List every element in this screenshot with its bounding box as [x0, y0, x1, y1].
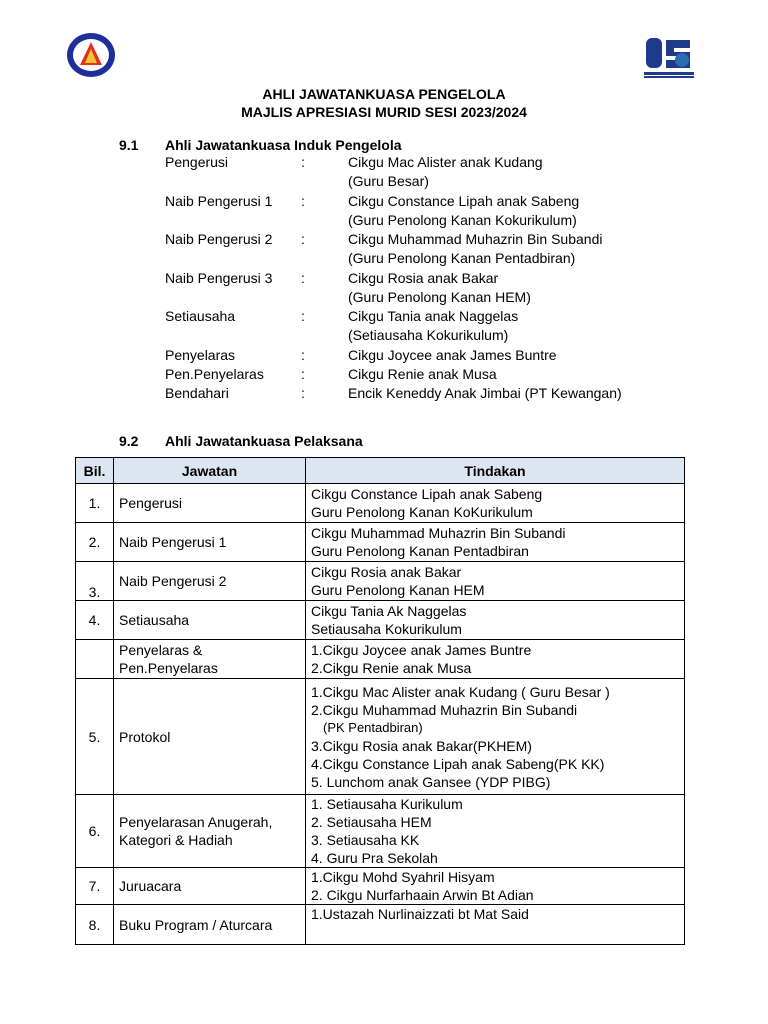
jawatan-line: Pen.Penyelaras [119, 660, 218, 676]
cell-tindakan [306, 484, 685, 523]
member-name: Cikgu Renie anak Musa [348, 366, 497, 382]
cell-bil: 3. [76, 562, 114, 601]
header-tindakan: Tindakan [306, 458, 685, 484]
tindakan-line: 5. Lunchom anak Gansee (YDP PIBG) [311, 773, 551, 790]
tindakan-line: (PK Pentadbiran) [323, 719, 423, 735]
cell-jawatan [114, 868, 306, 905]
cell-tindakan [306, 868, 685, 905]
member-name: Cikgu Constance Lipah anak Sabeng [348, 193, 580, 209]
role-label: Naib Pengerusi 3 [165, 270, 273, 286]
table-row [76, 601, 685, 640]
table-row [76, 640, 685, 679]
cell-tindakan [306, 523, 685, 562]
member-name: (Guru Besar) [348, 173, 429, 189]
cell-bil: 2. [76, 523, 114, 562]
cell-jawatan [114, 640, 306, 679]
table-row [76, 905, 685, 945]
section-title: Ahli Jawatankuasa Induk Pengelola [165, 137, 402, 153]
role-label: Setiausaha [165, 308, 236, 324]
document-title: AHLI JAWATANKUASA PENGELOLA [262, 86, 506, 102]
section-heading-9-2 [119, 433, 363, 449]
table-row [76, 523, 685, 562]
tindakan-line: 2.Cikgu Renie anak Musa [311, 660, 472, 676]
colon-separator: : [301, 347, 305, 363]
jawatan-line: Naib Pengerusi 1 [119, 534, 227, 550]
jawatan-line: Kategori & Hadiah [119, 832, 233, 848]
document-subtitle: MAJLIS APRESIASI MURID SESI 2023/2024 [241, 104, 527, 120]
cell-jawatan [114, 523, 306, 562]
table-row [76, 679, 685, 795]
cell-tindakan [306, 601, 685, 640]
colon-separator: : [301, 366, 305, 382]
tindakan-line: Cikgu Tania Ak Naggelas [311, 603, 467, 619]
tindakan-line: 1. Setiausaha Kurikulum [311, 796, 463, 812]
cell-tindakan [306, 562, 685, 601]
colon-separator: : [301, 231, 305, 247]
role-label: Penyelaras [165, 347, 236, 363]
header-jawatan: Jawatan [114, 458, 306, 484]
tindakan-line: 2.Cikgu Muhammad Muhazrin Bin Subandi [311, 701, 578, 718]
cell-bil: 6. [76, 795, 114, 868]
tindakan-line: 2. Setiausaha HEM [311, 814, 432, 830]
section-number: 9.2 [119, 433, 139, 449]
member-name: Encik Keneddy Anak Jimbai (PT Kewangan) [348, 385, 622, 401]
25-year-anniversary-logo-icon [644, 34, 694, 80]
member-name: Cikgu Tania anak Naggelas [348, 308, 519, 324]
cell-bil: 7. [76, 868, 114, 905]
section-number: 9.1 [119, 137, 139, 153]
table-row [76, 484, 685, 523]
member-name: Cikgu Mac Alister anak Kudang [348, 154, 543, 170]
table-row [76, 562, 685, 601]
cell-bil: 8. [76, 905, 114, 945]
tindakan-line: Cikgu Muhammad Muhazrin Bin Subandi [311, 525, 566, 541]
cell-bil: 5. [76, 679, 114, 795]
tindakan-line: 4. Guru Pra Sekolah [311, 850, 438, 866]
cell-tindakan [306, 679, 685, 795]
cell-tindakan [306, 640, 685, 679]
cell-jawatan [114, 484, 306, 523]
cell-jawatan [114, 795, 306, 868]
tindakan-line: 3.Cikgu Rosia anak Bakar(PKHEM) [311, 737, 532, 754]
tindakan-line: Cikgu Rosia anak Bakar [311, 564, 462, 580]
jawatan-line: Penyelaras & [119, 642, 203, 658]
colon-separator: : [301, 154, 305, 170]
header-bil: Bil. [76, 458, 114, 484]
tindakan-line: Guru Penolong Kanan Pentadbiran [311, 543, 529, 559]
member-name: (Guru Penolong Kanan HEM) [348, 289, 531, 305]
tindakan-line [311, 923, 679, 941]
colon-separator: : [301, 308, 305, 324]
tindakan-line: 1.Ustazah Nurlinaizzati bt Mat Said [311, 906, 529, 922]
tindakan-line: 3. Setiausaha KK [311, 832, 420, 848]
tindakan-line: Guru Penolong Kanan KoKurikulum [311, 504, 533, 520]
section-title: Ahli Jawatankuasa Pelaksana [165, 433, 363, 449]
member-name: Cikgu Rosia anak Bakar [348, 270, 499, 286]
jawatan-line: Protokol [119, 728, 171, 745]
role-label: Naib Pengerusi 1 [165, 193, 273, 209]
jawatan-line: Juruacara [119, 878, 182, 894]
cell-bil: 1. [76, 484, 114, 523]
table-header-row [76, 458, 685, 484]
tindakan-line: 1.Cikgu Mohd Syahril Hisyam [311, 869, 495, 885]
cell-bil: 4. [76, 601, 114, 640]
tindakan-line: 4.Cikgu Constance Lipah anak Sabeng(PK KK) [311, 755, 605, 772]
jawatan-line: Setiausaha [119, 612, 190, 628]
role-label: Pen.Penyelaras [165, 366, 264, 382]
tindakan-line: Cikgu Constance Lipah anak Sabeng [311, 486, 543, 502]
table-row [76, 868, 685, 905]
member-name: (Setiausaha Kokurikulum) [348, 327, 509, 343]
table-row [76, 795, 685, 868]
colon-separator: : [301, 193, 305, 209]
cell-tindakan [306, 795, 685, 868]
cell-jawatan [114, 905, 306, 945]
jawatan-line: Pengerusi [119, 495, 183, 511]
tindakan-line: Guru Penolong Kanan HEM [311, 582, 485, 598]
colon-separator: : [301, 385, 305, 401]
role-label: Naib Pengerusi 2 [165, 231, 273, 247]
member-name: Cikgu Muhammad Muhazrin Bin Subandi [348, 231, 603, 247]
member-name: (Guru Penolong Kanan Kokurikulum) [348, 212, 577, 228]
role-label: Pengerusi [165, 154, 229, 170]
cell-jawatan [114, 679, 306, 795]
cell-jawatan [114, 562, 306, 601]
tindakan-line: 1.Cikgu Joycee anak James Buntre [311, 642, 532, 658]
jawatan-line: Naib Pengerusi 2 [119, 573, 227, 589]
jawatan-line: Buku Program / Aturcara [119, 916, 273, 933]
school-crest-icon [66, 32, 116, 78]
jawatan-line: Penyelarasan Anugerah, [119, 814, 273, 830]
committee-table [75, 457, 685, 945]
cell-jawatan [114, 601, 306, 640]
cell-bil [76, 640, 114, 679]
colon-separator: : [301, 270, 305, 286]
tindakan-line: 1.Cikgu Mac Alister anak Kudang ( Guru Besar ) [311, 683, 610, 700]
role-label: Bendahari [165, 385, 229, 401]
member-name: (Guru Penolong Kanan Pentadbiran) [348, 250, 576, 266]
tindakan-line: Setiausaha Kokurikulum [311, 621, 462, 637]
member-name: Cikgu Joycee anak James Buntre [348, 347, 557, 363]
tindakan-line: 2. Cikgu Nurfarhaain Arwin Bt Adian [311, 887, 534, 903]
section-heading-9-1 [119, 137, 402, 153]
cell-tindakan [306, 905, 685, 945]
